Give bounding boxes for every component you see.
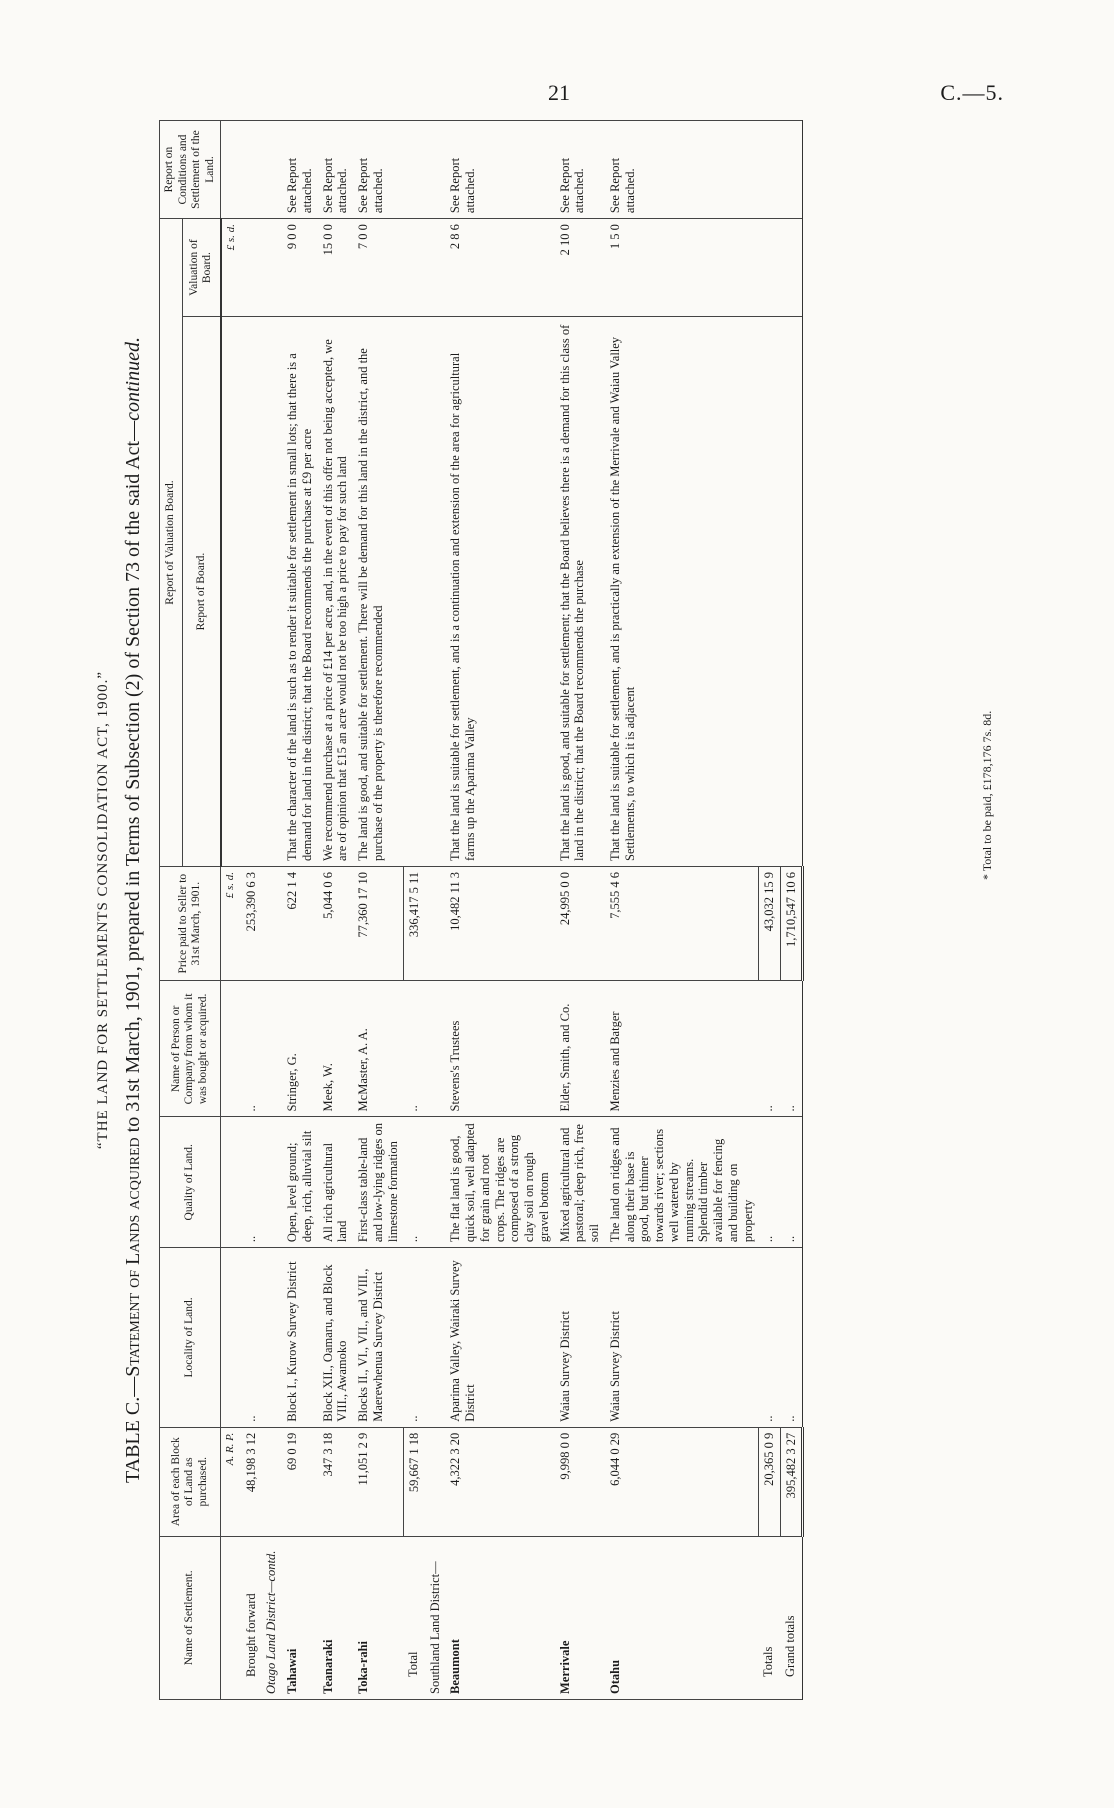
quality-cell: First-class table-land and low-lying ridges on limestone formation (353, 1117, 403, 1248)
price-cell: 253,390 6 3 (241, 867, 262, 981)
quality-cell: Open, level ground; deep, rich, alluvial silt (282, 1117, 318, 1248)
valuation-units: £ s. d. (221, 219, 241, 317)
price-cell: 10,482 11 3 (445, 867, 554, 981)
locality-cell: Blocks II., VI., VII., and VIII., Maerewhenua Survey District (353, 1248, 403, 1428)
person-cell: .. (403, 981, 424, 1117)
valuation-cell: 15 0 0 (318, 219, 354, 317)
locality-cell: .. (758, 1248, 780, 1428)
table-title (122, 120, 145, 1700)
totals-row (758, 121, 780, 1700)
header-area: Area of each Block of Land as purchased. (160, 1427, 221, 1536)
footnote: * Total to be paid, £178,176 7s. 8d. (980, 710, 994, 880)
quality-cell: All rich agricultural land (318, 1117, 354, 1248)
quality-cell: Mixed agricultural and pastoral; deep rich, free soil (555, 1117, 605, 1248)
area-cell: 20,365 0 9 (758, 1427, 780, 1536)
price-cell: 24,995 0 0 (555, 867, 605, 981)
person-cell: Stevens's Trustees (445, 981, 554, 1117)
table-row (445, 121, 554, 1700)
table-row (425, 121, 446, 1700)
district-heading: Southland Land District— (425, 1536, 446, 1699)
header-valuation-group: Report of Valuation Board. (160, 219, 183, 867)
conditions-cell: See Report attached. (318, 121, 354, 219)
price-cell: 7,555 4 6 (605, 867, 759, 981)
header-valuation: Valuation of Board. (182, 219, 220, 317)
conditions-cell (241, 121, 262, 219)
valuation-cell: 2 10 0 (555, 219, 605, 317)
quality-cell: .. (403, 1117, 424, 1248)
act-title: “THE LAND FOR SETTLEMENTS CONSOLIDATION ACT, 1900.” (95, 670, 111, 1150)
report-cell (241, 317, 262, 867)
header-name: Name of Settlement. (160, 1536, 221, 1699)
settlement-name: Toka-rahi (353, 1536, 403, 1699)
area-cell: 59,667 1 18 (403, 1427, 424, 1536)
valuation-cell (241, 219, 262, 317)
report-cell: That the land is good, and suitable for settlement; that the Board believes there is a demand for this class of land in the district; that the Board recommends the purchase (555, 317, 605, 867)
person-cell: Meek, W. (318, 981, 354, 1117)
quality-cell: The land on ridges and along their base is good, but thinner towards river; sections well watered by running streams. Splendid timber available for fencing and building on property (605, 1117, 759, 1248)
table-row (282, 121, 318, 1700)
locality-cell: Waiau Survey District (605, 1248, 759, 1428)
report-cell: We recommend purchase at a price of £14 per acre, and, in the event of this offer not being accepted, we are of opinion that £15 an acre would not be too high a price to pay for such land (318, 317, 354, 867)
table-row (241, 121, 262, 1700)
valuation-cell: 2 8 6 (445, 219, 554, 317)
valuation-cell: 1 5 0 (605, 219, 759, 317)
locality-cell: .. (403, 1248, 424, 1428)
district-heading: Otago Land District—contd. (261, 1536, 282, 1699)
grand-totals-row (780, 121, 803, 1700)
page-header (0, 80, 1114, 120)
total-row (403, 121, 424, 1700)
header-quality: Quality of Land. (160, 1117, 221, 1248)
report-cell: That the land is suitable for settlement, and is a continuation and extension of the area for agricultural farms up the Aparima Valley (445, 317, 554, 867)
settlement-name: Brought forward (241, 1536, 262, 1699)
settlement-table (159, 120, 804, 1700)
conditions-cell: See Report attached. (445, 121, 554, 219)
settlement-name: Beaumont (445, 1536, 554, 1699)
header-locality: Locality of Land. (160, 1248, 221, 1428)
table-title-continued: continued. (122, 337, 144, 421)
person-cell: Menzies and Batger (605, 981, 759, 1117)
document-code: C.—5. (940, 80, 1004, 105)
locality-cell: .. (780, 1248, 803, 1428)
report-cell: That the land is suitable for settlement, and is practically an extension of the Merrivale and Waiau Valley Settlements, to which it is adjacent (605, 317, 759, 867)
price-units: £ s. d. (221, 867, 241, 981)
price-cell: 43,032 15 9 (758, 867, 780, 981)
settlement-name: Otahu (605, 1536, 759, 1699)
table-title-smallcaps: Statement of Lands acquired (122, 1137, 144, 1377)
person-cell: Elder, Smith, and Co. (555, 981, 605, 1117)
settlement-name: Teanaraki (318, 1536, 354, 1699)
area-cell: 48,198 3 12 (241, 1427, 262, 1536)
locality-cell: Block I., Kurow Survey District (282, 1248, 318, 1428)
table-row (261, 121, 282, 1700)
table-row (605, 121, 759, 1700)
area-units: A. R. P. (221, 1427, 241, 1536)
conditions-cell: See Report attached. (605, 121, 759, 219)
quality-cell: .. (241, 1117, 262, 1248)
table-title-prefix: TABLE C.— (122, 1376, 144, 1483)
price-cell: 336,417 5 11 (403, 867, 424, 981)
locality-cell: Aparima Valley, Wairaki Survey District (445, 1248, 554, 1428)
price-cell: 1,710,547 10 6 (780, 867, 803, 981)
valuation-cell: 9 0 0 (282, 219, 318, 317)
locality-cell: Waiau Survey District (555, 1248, 605, 1428)
table-row (555, 121, 605, 1700)
conditions-cell: See Report attached. (353, 121, 403, 219)
settlement-name: Total (403, 1536, 424, 1699)
settlement-name: Merrivale (555, 1536, 605, 1699)
page-number: 21 (548, 80, 570, 105)
header-board-report: Report of Board. (182, 317, 220, 867)
price-cell: 5,044 0 6 (318, 867, 354, 981)
area-cell: 9,998 0 0 (555, 1427, 605, 1536)
settlement-name: Totals (758, 1536, 780, 1699)
valuation-cell: 7 0 0 (353, 219, 403, 317)
settlement-name: Tahawai (282, 1536, 318, 1699)
area-cell: 395,482 3 27 (780, 1427, 803, 1536)
person-cell: .. (780, 981, 803, 1117)
quality-cell: .. (780, 1117, 803, 1248)
header-price: Price paid to Seller to 31st March, 1901. (160, 867, 221, 981)
locality-cell: .. (241, 1248, 262, 1428)
units-row (221, 121, 241, 1700)
area-cell: 69 0 19 (282, 1427, 318, 1536)
area-cell: 4,322 3 20 (445, 1427, 554, 1536)
locality-cell: Block XII., Oamaru, and Block VIII., Awamoko (318, 1248, 354, 1428)
person-cell: .. (758, 981, 780, 1117)
price-cell: 622 1 4 (282, 867, 318, 981)
table-row (318, 121, 354, 1700)
table-row (353, 121, 403, 1700)
settlement-name: Grand totals (780, 1536, 803, 1699)
rotated-table-page (95, 120, 1025, 1700)
report-cell: That the character of the land is such as to render it suitable for settlement in small lots; that there is a demand for land in the district; that the Board recommends the purchase at £9 per acre (282, 317, 318, 867)
person-cell: .. (241, 981, 262, 1117)
area-cell: 6,044 0 29 (605, 1427, 759, 1536)
person-cell: McMaster, A. A. (353, 981, 403, 1117)
report-cell: The land is good, and suitable for settlement. There will be demand for this land in the district, and the purchase of the property is therefore recommended (353, 317, 403, 867)
header-person: Name of Person or Company from whom it was bought or acquired. (160, 981, 221, 1117)
area-cell: 347 3 18 (318, 1427, 354, 1536)
conditions-cell: See Report attached. (555, 121, 605, 219)
conditions-cell: See Report attached. (282, 121, 318, 219)
quality-cell: .. (758, 1117, 780, 1248)
table-title-rest: to 31st March, 1901, prepared in Terms of Subsection (2) of Section 73 of the said Act— (122, 420, 144, 1138)
price-cell: 77,360 17 10 (353, 867, 403, 981)
quality-cell: The flat land is good, quick soil, well adapted for grain and root crops. The ridges are composed of a strong clay soil on rough gravel bottom (445, 1117, 554, 1248)
area-cell: 11,051 2 9 (353, 1427, 403, 1536)
title-block (95, 120, 145, 1700)
header-conditions: Report on Conditions and Settlement of the Land. (160, 121, 221, 219)
person-cell: Stringer, G. (282, 981, 318, 1117)
